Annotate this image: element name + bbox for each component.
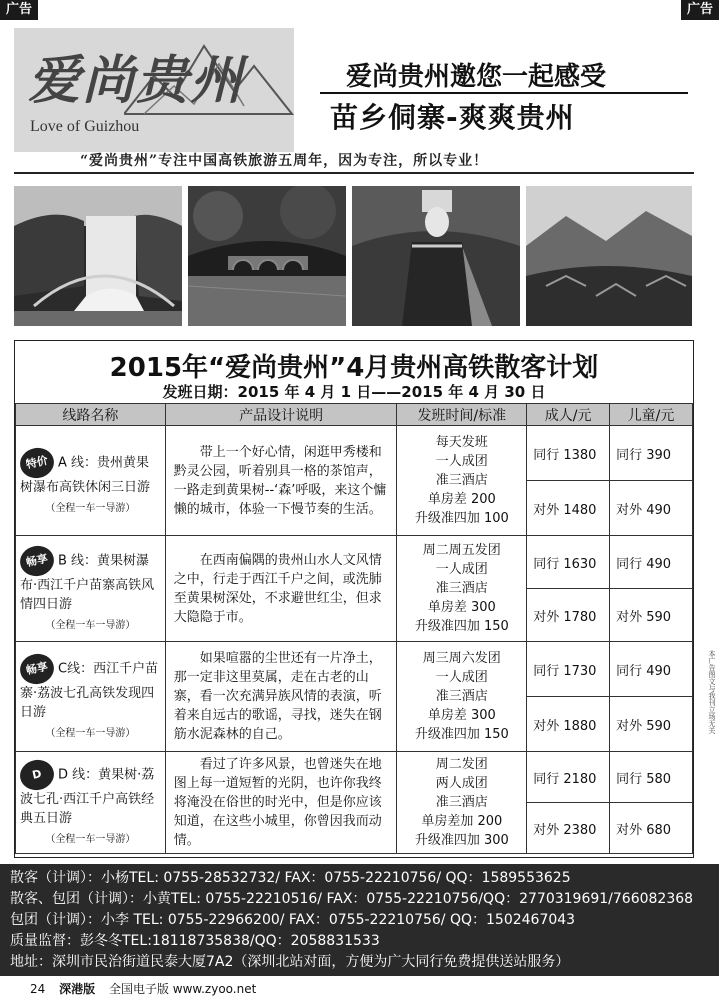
schedule-cell: 周二发团 两人成团 准三酒店 单房差加 200 升级准四加 300 [397, 752, 527, 854]
contact-line: 地址：深圳市民治街道民泰大厦7A2（深圳北站对面，方便为广大同行免费提供送站服务） [10, 954, 570, 970]
enjoy-badge-icon: 畅享 [17, 543, 56, 579]
contact-line: 散客、包团（计调）：小黄TEL: 0755-22210516/ FAX：0755-22210756/QQ：2770319691/766082368 [10, 891, 694, 907]
adult-price: 同行 1730 [527, 642, 610, 697]
table-row [16, 752, 693, 803]
enjoy-badge-icon: 畅享 [17, 651, 56, 687]
ad-label-right: 广告 [681, 0, 719, 20]
child-price: 同行 490 [610, 536, 693, 589]
miao-woman-photo [352, 186, 520, 326]
child-price: 对外 590 [610, 697, 693, 752]
slogan-line-2: 苗乡侗寨-爽爽贵州 [330, 101, 575, 134]
child-price: 对外 680 [610, 803, 693, 854]
waterfall-photo [14, 186, 182, 326]
online-edition-link[interactable]: 全国电子版 www.zyoo.net [108, 982, 257, 996]
adult-price: 同行 1630 [527, 536, 610, 589]
village-photo [526, 186, 692, 326]
column-header: 产品设计说明 [165, 404, 397, 426]
logo [14, 28, 294, 152]
adult-price: 对外 1780 [527, 589, 610, 642]
divider [320, 92, 688, 94]
route-cell: 特价 A 线：贵州黄果树瀑布高铁休闲三日游 （全程一车一导游） [16, 426, 166, 536]
child-price: 同行 580 [610, 752, 693, 803]
table-row [16, 426, 693, 481]
schedule-cell: 周二周五发团 一人成团 准三酒店 单房差 300 升级准四加 150 [397, 536, 527, 642]
contact-info [0, 864, 719, 976]
route-description: 带上一个好心情，闲逛甲秀楼和黔灵公园，听着别具一格的茶馆声，一路走到黄果树--‘森’呼吸，来这个慵懒的城市，体验一下慢节奏的生活。 [165, 426, 397, 536]
child-price: 同行 390 [610, 426, 693, 481]
child-price: 对外 590 [610, 589, 693, 642]
special-offer-icon: 特价 [17, 444, 56, 480]
contact-line: 质量监督：彭冬冬TEL:18118735838/QQ：2058831533 [10, 933, 380, 949]
tagline: “爱尚贵州”专注中国高铁旅游五周年，因为专注，所以专业！ [80, 153, 489, 169]
adult-price: 对外 1880 [527, 697, 610, 752]
plan-table [15, 403, 693, 854]
route-cell: 畅享 C线：西江千户苗寨·荔波七孔高铁发现四日游 （全程一车一导游） [16, 642, 166, 752]
child-price: 同行 490 [610, 642, 693, 697]
plan-date: 发班日期：2015 年 4 月 1 日——2015 年 4 月 30 日 [162, 383, 546, 401]
column-header: 成人/元 [527, 404, 610, 426]
schedule-cell: 每天发班 一人成团 准三酒店 单房差 200 升级准四加 100 [397, 426, 527, 536]
slogan-line-1: 爱尚贵州邀您一起感受 [346, 62, 607, 92]
tour-plan [14, 340, 694, 858]
page-number: 24 [30, 982, 46, 996]
d-badge-icon: D [17, 757, 56, 793]
column-header: 发班时间/标准 [397, 404, 527, 426]
table-row [16, 642, 693, 697]
bridge-photo [188, 186, 346, 326]
adult-price: 对外 2380 [527, 803, 610, 854]
divider [14, 172, 694, 174]
page-footer [0, 978, 719, 1000]
adult-price: 同行 2180 [527, 752, 610, 803]
route-cell: D D 线：黄果树·荔波七孔·西江千户高铁经典五日游 （全程一车一导游） [16, 752, 166, 854]
edition-label: 深港版 [59, 982, 96, 996]
route-cell: 畅享 B 线：黄果树瀑布·西江千户苗寨高铁风情四日游 （全程一车一导游） [16, 536, 166, 642]
route-description: 看过了许多风景，也曾迷失在地图上每一道短暂的光阴，也许你我终将淹没在俗世的时光中，但是你应该知道，在这些小城里，你曾因我而动情。 [165, 752, 397, 854]
route-description: 如果喧嚣的尘世还有一片净土，那一定非这里莫属，走在古老的山寨，看一次充满异族风情的表演，听着来自远古的歌谣，寻找，迷失在钢筋水泥森林的自己。 [165, 642, 397, 752]
logo-text: 爱尚贵州 [28, 50, 245, 111]
route-description: 在西南偏隅的贵州山水人文风情之中，行走于西江千户之间，或洗肺至黄果树深处，不求避世红尘，但求大隐隐于市。 [165, 536, 397, 642]
table-row [16, 536, 693, 589]
contact-line: 散客（计调）：小杨TEL: 0755-28532732/ FAX：0755-22210756/ QQ：1589553625 [10, 870, 571, 886]
adult-price: 同行 1380 [527, 426, 610, 481]
side-note: 本广告图文与我刊立场无关 [708, 650, 716, 734]
child-price: 对外 490 [610, 481, 693, 536]
ad-label-left: 广告 [0, 0, 38, 20]
adult-price: 对外 1480 [527, 481, 610, 536]
plan-title: 2015年“爱尚贵州”4月贵州高铁散客计划 [109, 353, 599, 383]
schedule-cell: 周三周六发团 一人成团 准三酒店 单房差 300 升级准四加 150 [397, 642, 527, 752]
column-header: 线路名称 [16, 404, 166, 426]
logo-english: Love of Guizhou [30, 118, 140, 135]
contact-line: 包团（计调）：小李 TEL: 0755-22966200/ FAX：0755-22210756/ QQ：1502467043 [10, 912, 576, 928]
column-header: 儿童/元 [610, 404, 693, 426]
